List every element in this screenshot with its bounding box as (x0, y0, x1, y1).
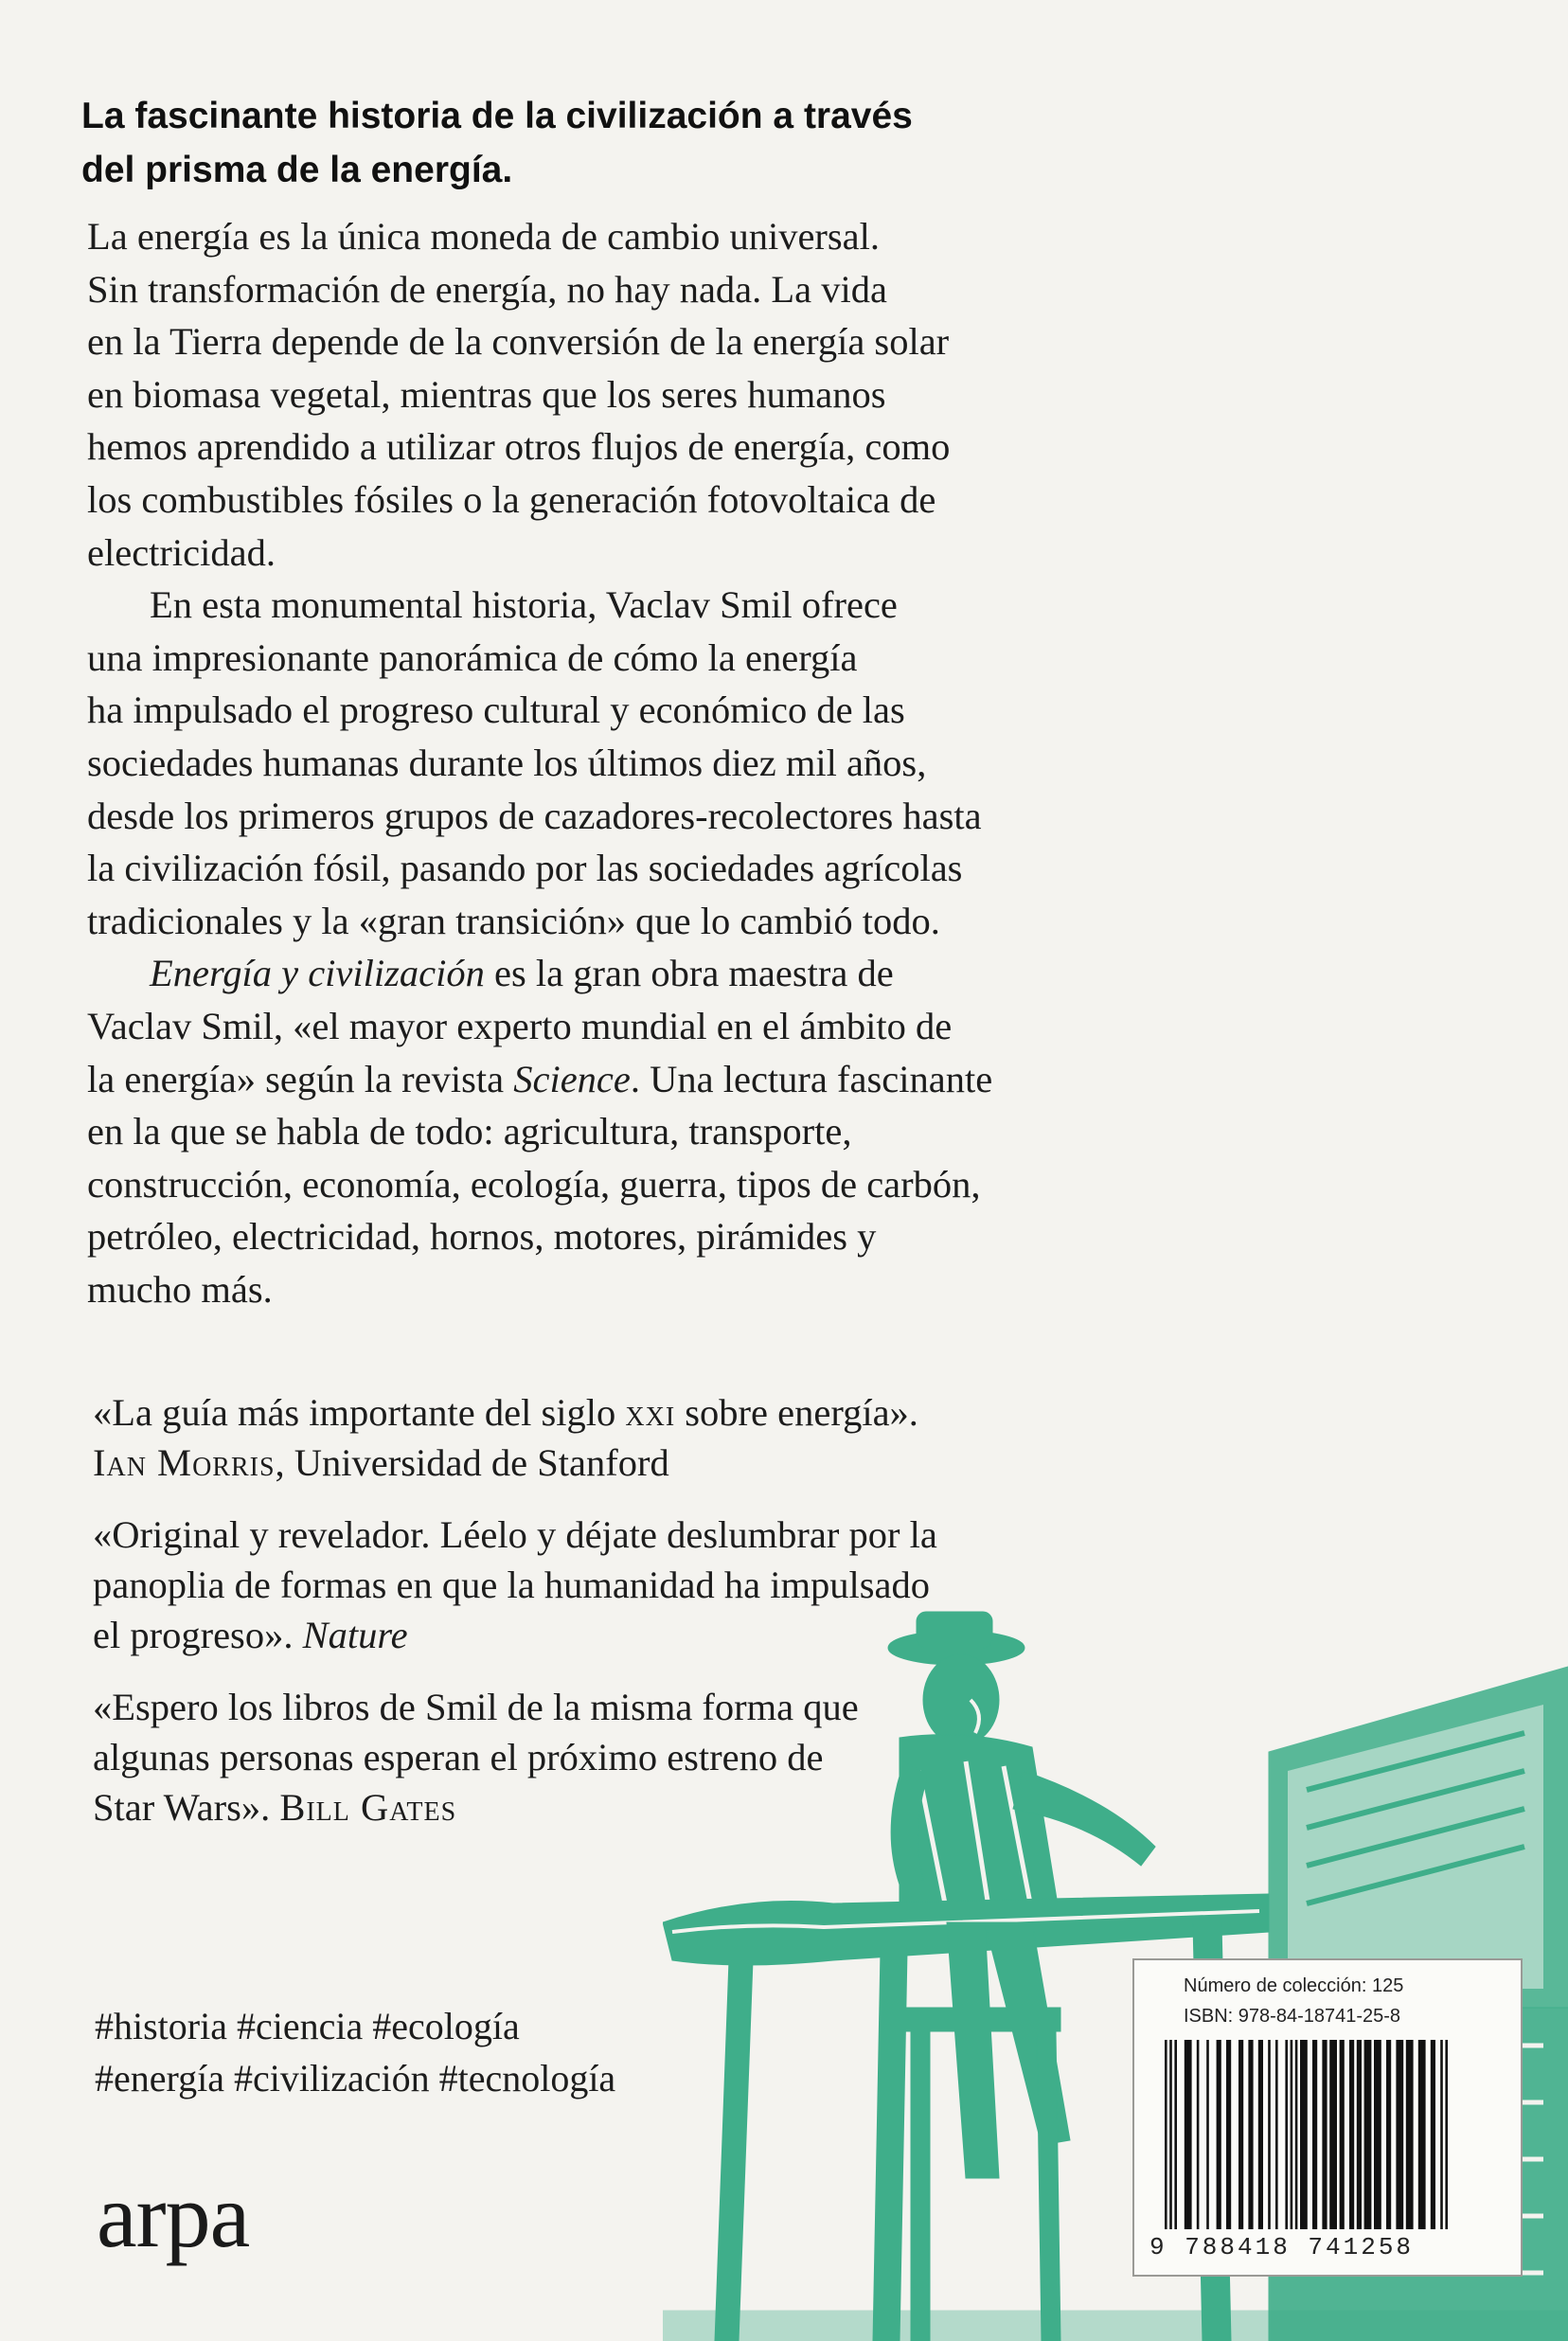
barcode-bar (1386, 2040, 1391, 2229)
text-run: una impresionante panorámica de cómo la energía (87, 635, 858, 679)
synopsis-line (87, 1210, 1157, 1263)
barcode-bar (1291, 2040, 1293, 2229)
barcode-bar (1300, 2040, 1308, 2229)
synopsis-line (87, 632, 1157, 685)
barcode-bar (1174, 2040, 1177, 2229)
small-caps-text: xxi (625, 1391, 676, 1434)
synopsis-paragraph (87, 579, 1157, 947)
text-run: «Original y revelador. Léelo y déjate deslumbrar por la (93, 1513, 937, 1556)
quote-line (93, 1438, 1153, 1488)
text-run: panoplia de formas en que la humanidad ha impulsado (93, 1564, 930, 1606)
synopsis-line (87, 527, 1157, 580)
headline-line: La fascinante historia de la civilización a través (81, 96, 913, 136)
synopsis-line (87, 790, 1157, 843)
text-run: Star Wars». (93, 1786, 280, 1829)
small-caps-text: Bill Gates (279, 1786, 457, 1829)
synopsis-line (87, 895, 1157, 948)
barcode-bar (1165, 2040, 1167, 2229)
text-run: . Una lectura fascinante (630, 1057, 993, 1100)
synopsis-line (87, 420, 1157, 474)
synopsis-line (87, 368, 1157, 421)
synopsis-line (87, 315, 1157, 368)
barcode-bar (1431, 2040, 1435, 2229)
barcode-bar (1340, 2040, 1345, 2229)
barcode-bar (1322, 2040, 1327, 2229)
synopsis-line (87, 1000, 1157, 1053)
text-run: , Universidad de Stanford (275, 1441, 669, 1484)
text-run: En esta monumental historia, Vaclav Smil ofrece (150, 583, 898, 627)
text-run: desde los primeros grupos de cazadores-recolectores hasta (87, 794, 982, 837)
barcode-bar (1312, 2040, 1317, 2229)
synopsis-line (87, 1053, 1157, 1106)
synopsis-line (87, 737, 1157, 790)
synopsis (87, 210, 1157, 1315)
text-run: sobre energía». (675, 1391, 918, 1434)
italic-text: Science (513, 1057, 631, 1100)
isbn-label: ISBN: 978-84-18741-25-8 (1184, 2006, 1401, 2027)
small-caps-text: Ian Morris (93, 1441, 276, 1484)
barcode-bar (1364, 2040, 1372, 2229)
text-run: tradicionales y la «gran transición» que lo cambió todo. (87, 899, 940, 942)
text-run: sociedades humanas durante los últimos diez mil años, (87, 741, 927, 784)
barcode-bar (1258, 2040, 1263, 2229)
text-run: electricidad. (87, 530, 276, 574)
synopsis-paragraph (87, 210, 1157, 579)
review-quote (93, 1387, 1153, 1488)
barcode-bar (1295, 2040, 1298, 2229)
text-run: el progreso». (93, 1614, 303, 1656)
synopsis-line (87, 1105, 1157, 1158)
barcode-bar (1226, 2040, 1231, 2229)
barcode-bar (1406, 2040, 1414, 2229)
text-run: La energía es la única moneda de cambio universal. (87, 215, 881, 258)
hashtag-line (95, 2000, 615, 2052)
text-run: en biomasa vegetal, mientras que los seres humanos (87, 372, 886, 416)
text-run: construcción, economía, ecología, guerra, tipos de carbón, (87, 1162, 981, 1206)
hashtag[interactable]: #energía (95, 2057, 224, 2100)
hashtag[interactable]: #ciencia (236, 2005, 364, 2047)
barcode-digits: 9 788418 741258 (1149, 2233, 1415, 2261)
barcode-bar (1445, 2040, 1448, 2229)
hashtag[interactable]: #historia (95, 2005, 227, 2047)
quote-line (93, 1510, 1153, 1560)
collection-number: Número de colección: 125 (1184, 1975, 1404, 1996)
barcode-bar (1374, 2040, 1381, 2229)
text-run: «La guía más importante del siglo (93, 1391, 626, 1434)
barcode-bar (1217, 2040, 1221, 2229)
barcode-bar (1357, 2040, 1362, 2229)
text-run: en la Tierra depende de la conversión de la energía solar (87, 320, 950, 364)
synopsis-line (87, 1158, 1157, 1211)
text-run: la energía» según la revista (87, 1057, 514, 1100)
quote-line (93, 1387, 1153, 1438)
text-run: ha impulsado el progreso cultural y económico de las (87, 688, 905, 732)
barcode-bar (1197, 2040, 1200, 2229)
barcode-bar (1418, 2040, 1426, 2229)
headline-line: del prisma de la energía. (81, 150, 513, 190)
synopsis-line (87, 684, 1157, 737)
synopsis-line (87, 947, 1157, 1000)
barcode-bar (1238, 2040, 1243, 2229)
barcode-bar (1329, 2040, 1337, 2229)
text-run: Sin transformación de energía, no hay nada. La vida (87, 267, 887, 311)
synopsis-line (87, 263, 1157, 316)
synopsis-line (87, 842, 1157, 895)
quote-line (93, 1560, 1153, 1610)
synopsis-line (87, 210, 1157, 263)
barcode-bar (1169, 2040, 1172, 2229)
italic-text: Nature (302, 1614, 408, 1656)
hashtags (95, 2000, 615, 2104)
hashtag[interactable]: #ecología (372, 2005, 520, 2047)
headline (81, 89, 1123, 197)
barcode-bar (1268, 2040, 1271, 2229)
text-run: petróleo, electricidad, hornos, motores, pirámides y (87, 1215, 877, 1259)
hashtag-line (95, 2052, 615, 2104)
barcode-bar (1440, 2040, 1443, 2229)
text-run: en la que se habla de todo: agricultura, transporte, (87, 1110, 852, 1153)
hashtag[interactable]: #civilización (233, 2057, 430, 2100)
text-run: es la gran obra maestra de (484, 952, 894, 995)
text-run: hemos aprendido a utilizar otros flujos de energía, como (87, 425, 951, 469)
text-run: algunas personas esperan el próximo estreno de (93, 1736, 824, 1778)
text-run: los combustibles fósiles o la generación fotovoltaica de (87, 477, 936, 521)
barcode-icon (1161, 2040, 1507, 2229)
synopsis-line (87, 474, 1157, 527)
barcode-bar (1396, 2040, 1403, 2229)
barcode-bar (1185, 2040, 1192, 2229)
synopsis-line (87, 579, 1157, 632)
text-run: «Espero los libros de Smil de la misma forma que (93, 1686, 859, 1728)
isbn-sticker (1132, 1958, 1523, 2277)
barcode-bar (1349, 2040, 1354, 2229)
text-run: mucho más. (87, 1267, 273, 1311)
barcode-bar (1248, 2040, 1253, 2229)
hashtag[interactable]: #tecnología (438, 2057, 616, 2100)
italic-text: Energía y civilización (150, 952, 485, 995)
barcode-bar (1275, 2040, 1278, 2229)
publisher-logo: arpa (97, 2165, 250, 2266)
synopsis-paragraph (87, 947, 1157, 1315)
synopsis-line (87, 1263, 1157, 1316)
barcode-bar (1285, 2040, 1288, 2229)
barcode-bar (1206, 2040, 1209, 2229)
text-run: la civilización fósil, pasando por las sociedades agrícolas (87, 847, 963, 890)
text-run: Vaclav Smil, «el mayor experto mundial en el ámbito de (87, 1004, 953, 1047)
